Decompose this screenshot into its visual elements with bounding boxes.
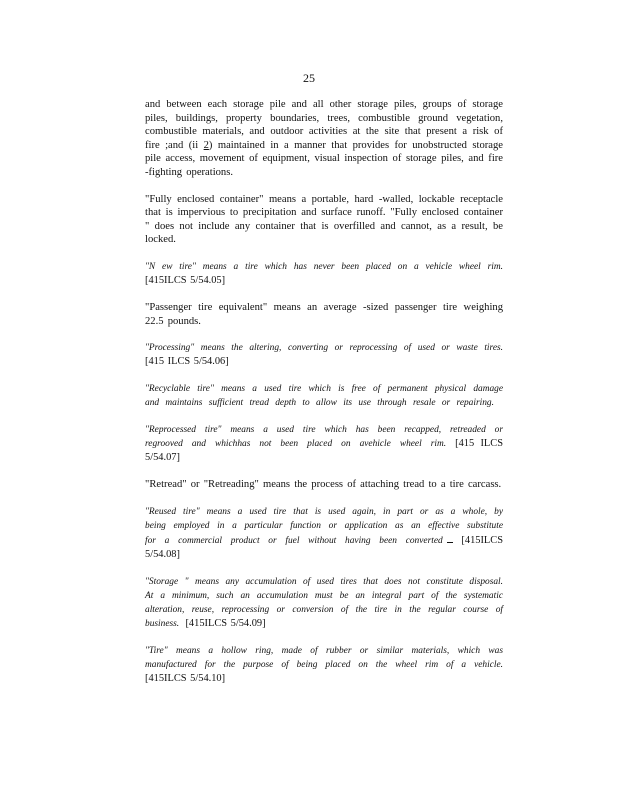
underline-mark bbox=[447, 533, 453, 543]
definition-text: "N ew tire" means a tire which has never been placed on a vehicle wheel rim. bbox=[145, 261, 503, 272]
body-text bbox=[145, 98, 503, 699]
definition-text: "Processing" means the altering, converting or reprocessing of used or waste tires. bbox=[145, 343, 503, 354]
definition-paragraph bbox=[145, 301, 503, 328]
definition-text: "Retread" or "Retreading" means the process of attaching tread to a tire carcass. bbox=[145, 479, 502, 491]
intro-text-part2: ) maintained in a manner that provides for unobstructed storage pile access, movement of equipment, visual inspection of storage piles, and fire -fighting operations. bbox=[145, 139, 503, 178]
statute-citation: [415 ILCS 5/54.07] bbox=[145, 438, 503, 464]
definition-paragraph bbox=[145, 644, 503, 686]
definition-paragraph bbox=[145, 423, 503, 465]
page-number: 25 bbox=[303, 71, 315, 85]
statute-citation: [415ILCS 5/54.08] bbox=[145, 534, 503, 560]
intro-underlined-text: 2 bbox=[203, 139, 209, 151]
statute-citation: [415ILCS 5/54.05] bbox=[145, 274, 226, 286]
definition-paragraph bbox=[145, 341, 503, 369]
definition-paragraph bbox=[145, 575, 503, 631]
intro-text-part1: and between each storage pile and all other storage piles, groups of storage piles, buildings, property boundaries, trees, combustible ground vegetation, combustible materials, and outdoor activities at the site that present a risk of fire ;and (ii bbox=[145, 99, 503, 151]
definition-paragraph bbox=[145, 382, 503, 410]
statute-citation: [415 ILCS 5/54.06] bbox=[145, 356, 229, 368]
definition-text: "Reprocessed tire" means a used tire which has been recapped, retreaded or regrooved and whichhas not been placed on avehicle wheel rim. bbox=[145, 425, 503, 450]
definition-text: "Reused tire" means a used tire that is used again, in part or as a whole, by being employed in a particular function or application as an effective substitute for a commercial product or fuel without having been converted bbox=[145, 506, 503, 546]
definitions-list bbox=[145, 193, 503, 686]
definition-text: "Tire" means a hollow ring, made of rubber or similar materials, which was manufactured for the purpose of being placed on the wheel rim of a vehicle. bbox=[145, 645, 503, 670]
definition-paragraph bbox=[145, 478, 503, 492]
statute-citation: [415ILCS 5/54.10] bbox=[145, 672, 226, 684]
definition-text: "Passenger tire equivalent" means an average -sized passenger tire weighing 22.5 pounds. bbox=[145, 301, 503, 327]
definition-text: "Storage " means any accumulation of used tires that does not constitute disposal. At a minimum, such an accumulation must be an integral part of the systematic alteration, reuse, reprocessing or conversion of the tire in the regular course of business. bbox=[145, 576, 503, 629]
intro-paragraph bbox=[145, 98, 503, 180]
statute-citation: [415ILCS 5/54.09] bbox=[185, 617, 266, 629]
definition-text: "Fully enclosed container" means a portable, hard -walled, lockable receptacle that is impervious to precipitation and surface runoff. "Fully enclosed container " does not include any container that is overfilled and cannot, as a result, be locked. bbox=[145, 193, 503, 246]
definition-paragraph bbox=[145, 193, 503, 247]
definition-paragraph bbox=[145, 505, 503, 562]
definition-paragraph bbox=[145, 260, 503, 288]
definition-text: "Recyclable tire" means a used tire which is free of permanent physical damage and maintains sufficient tread depth to allow its use through resale or repairing. bbox=[145, 384, 503, 409]
